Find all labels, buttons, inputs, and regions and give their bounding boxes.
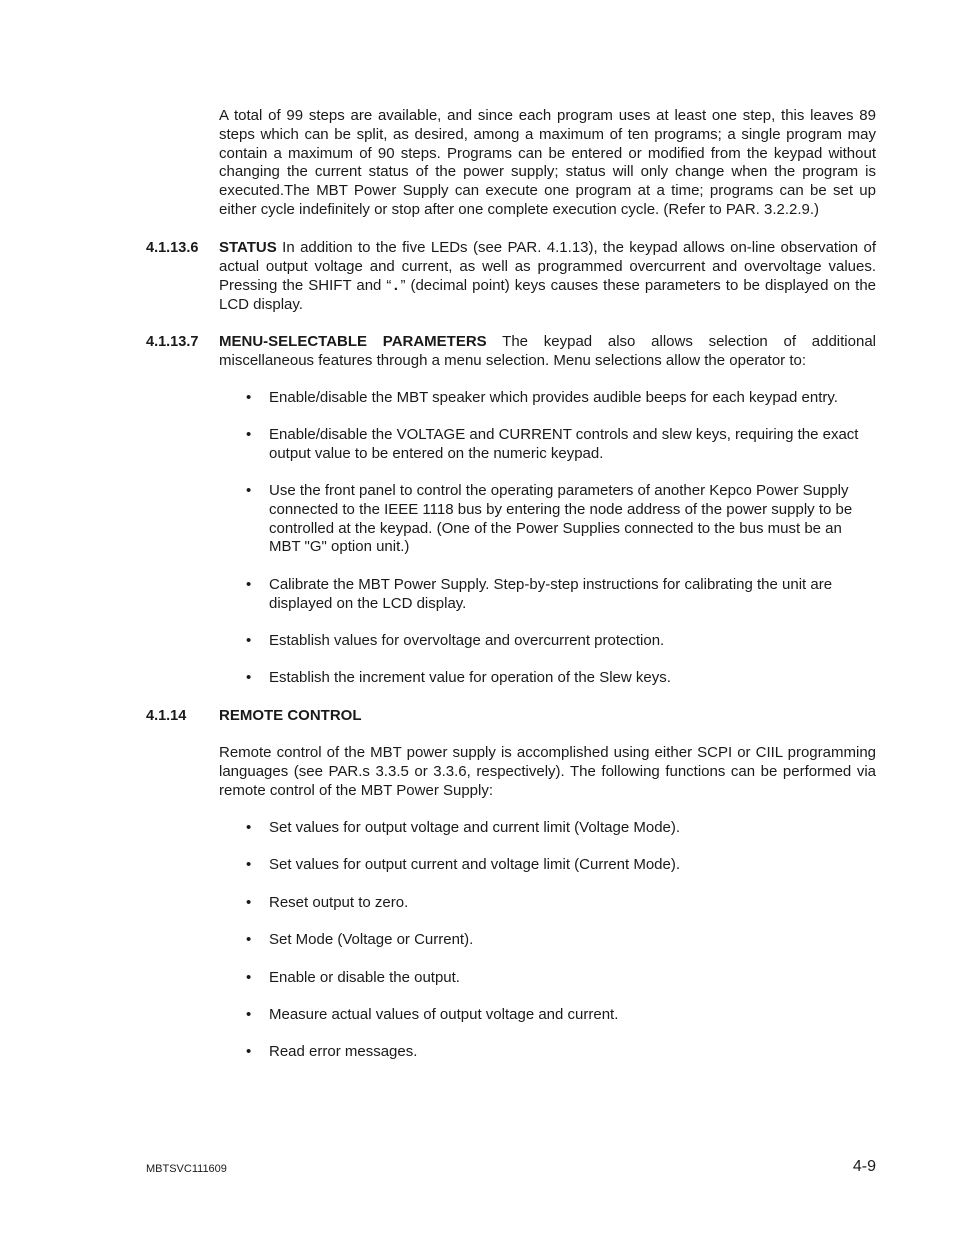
section-number-remote: 4.1.14 [146,708,187,724]
list-item: Measure actual values of output voltage and current. [269,1006,619,1023]
list-item: Set values for output voltage and current limit (Voltage Mode). [269,819,681,836]
list-item: Use the front panel to control the operating parameters of another Kepco Power Supply connected to the IEEE 1118 bus by entering the node address of the power supply to be controlled at the keypad. (One of the Power Supplies connected to the bus must be an MBT "G" option unit.) [269,482,853,556]
bullet-icon: • [246,969,252,986]
remote-paragraph: Remote control of the MBT power supply is accomplished using either SCPI or CIIL programming languages (see PAR.s 3.3.5 or 3.3.6, respectively). The following functions can be performed via remote control of the MBT Power Supply: [219,744,876,799]
list-item: Enable/disable the MBT speaker which provides audible beeps for each keypad entry. [269,389,838,406]
list-item: Read error messages. [269,1043,418,1060]
list-item: Reset output to zero. [269,894,409,911]
list-item: Set values for output current and voltage limit (Current Mode). [269,856,681,873]
bullet-icon: • [246,426,252,443]
document-id: MBTSVC111609 [146,1163,227,1175]
page-number: 4-9 [852,1158,876,1175]
bullet-icon: • [246,482,252,499]
intro-paragraph: A total of 99 steps are available, and since each program uses at least one step, this leaves 89 steps which can be split, as desired, among a maximum of ten programs; a single program may contain a maximum of 90 steps. Programs can be entered or modified from the keypad without changing the current status of the power supply; status will only change when the program is executed.The MBT Power Supply can execute one program at a time; programs can be set up either cycle indefinitely or stop after one complete execution cycle. (Refer to PAR. 3.2.2.9.) [219,107,876,218]
bullet-icon: • [246,632,252,649]
bullet-icon: • [246,1043,252,1060]
status-text-before: In addition to the five LEDs (see PAR. 4.1.13), the keypad allows on-line observation of actual output voltage and current, as well as programmed overcurrent and overvoltage values. Pressing the SHIFT and “ [219,239,876,294]
list-item: Establish values for overvoltage and overcurrent protection. [269,632,665,649]
list-item: Calibrate the MBT Power Supply. Step-by-step instructions for calibrating the unit are displayed on the LCD display. [269,576,833,612]
list-item: Establish the increment value for operation of the Slew keys. [269,669,671,686]
bullet-icon: • [246,1006,252,1023]
bullet-icon: • [246,856,252,873]
bullet-icon: • [246,389,252,406]
remote-control-heading: REMOTE CONTROL [219,707,362,724]
status-paragraph [219,239,876,315]
list-item: Enable/disable the VOLTAGE and CURRENT controls and slew keys, requiring the exact output value to be entered on the numeric keypad. [269,426,859,462]
status-text-after: ” (decimal point) keys causes these parameters to be displayed on the LCD display. [219,276,877,314]
list-item: Enable or disable the output. [269,969,460,986]
menu-title: MENU-SELECTABLE PARAMETERS [219,333,487,350]
bullet-icon: • [246,576,252,593]
bullet-icon: • [246,819,252,836]
section-number-menu: 4.1.13.7 [146,334,199,350]
status-title: STATUS [219,239,277,256]
bullet-icon: • [246,894,252,911]
decimal-point-key: . [391,277,401,295]
list-item: Set Mode (Voltage or Current). [269,931,474,948]
menu-text: The keypad also allows selection of additional miscellaneous features through a menu selection. Menu selections allow the operator to: [219,333,876,369]
menu-paragraph [219,333,876,371]
bullet-icon: • [246,669,252,686]
bullet-icon: • [246,931,252,948]
section-number-status: 4.1.13.6 [146,240,199,256]
